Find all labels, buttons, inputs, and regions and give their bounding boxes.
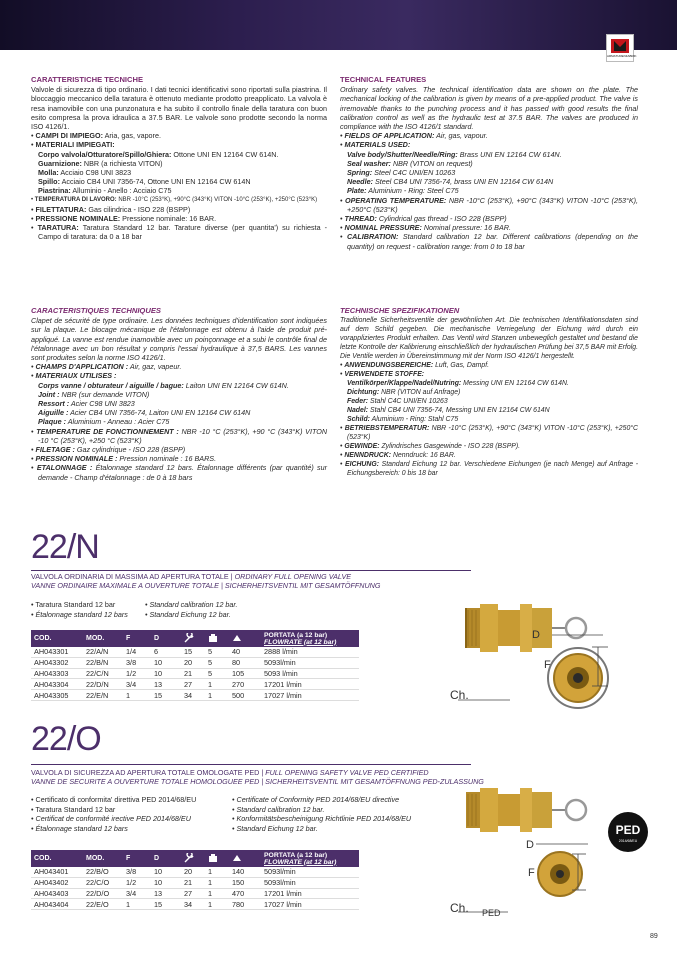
fil-it: • FILETTATURA: Gas cilindrica - ISO 228 (BSPP): [31, 205, 327, 214]
table-cell: 3/8: [123, 657, 151, 668]
brand-logo: ARMATURENFABRIK: [606, 34, 634, 62]
table-cell: 780: [229, 899, 261, 910]
valve-body: [466, 604, 552, 652]
table-cell: 27: [181, 679, 205, 690]
table-cell: 34: [181, 690, 205, 701]
valve-end-view: [548, 648, 608, 708]
table-cell: AH043301: [31, 647, 83, 657]
intro-de: Traditionelle Sicherheitsventile der gewöhnlichen Art. Die technischen Identifikationsdaten sind auf dem Schild gegeben. Die mechanische Verriegelung der Eichung wird durch ein vorappliziertes Produkt erhalten. Das Ventil wird Stanzen unbeweglich gestaltet und bestand die letzte Kontrolle der Kalibrierung einschließlich der hydraulischen Prüfung bei 37,5 BAR mit Erfolg. Die Ventile werden in Übereinstimmung mit der Norm ISO 4126/1 hergestellt.: [340, 317, 638, 360]
press-fr: • PRESSION NOMINALE : Pression nominale : 16 BARS.: [31, 454, 327, 463]
temp-en: • OPERATING TEMPERATURE: NBR -10°C (253°K), +90°C (343°K) VITON -10°C (253°K), +250°C (523°K): [340, 196, 638, 214]
german-specs: [340, 306, 638, 478]
cal-en: • CALIBRATION: Standard calibration 12 bar. Different calibrations (depending on the quantity) on request - calibration range: from 0 to 18 bar: [340, 232, 638, 250]
table-cell: 80: [229, 657, 261, 668]
table-cell: 34: [181, 899, 205, 910]
table-cell: 17027 l/min: [261, 690, 359, 701]
dim-label-ch: Ch.: [450, 688, 469, 702]
table-cell: 1: [205, 679, 229, 690]
table-cell: 270: [229, 679, 261, 690]
table-cell: 1: [205, 899, 229, 910]
pallet-icon: [229, 850, 261, 867]
page-number: 89: [650, 933, 658, 940]
table-cell: 17201 l/min: [261, 888, 359, 899]
table-cell: 15: [151, 690, 181, 701]
table-cell: 21: [181, 877, 205, 888]
press-en: • NOMINAL PRESSURE: Nominal pressure: 16 BAR.: [340, 223, 638, 232]
table-cell: 1: [205, 867, 229, 877]
intro-fr: Clapet de sécurité de type ordinaire. Les données techniques d'identification sont indiquées sur la plaque. Le blocage mécanique de l'étalonnage est obtenu à l'aide de produit pré-appliqué. La vanne est rendue inamovible avec un poinçonnage et a subi le contrôle final de l'étalonnage avec un bon résultat y compris l'essai hydraulique à 37,5 BARS. Les vannes sont produites selon la norme ISO 4126/1.: [31, 316, 327, 363]
heading-en: TECHNICAL FEATURES: [340, 75, 427, 84]
materials-list-fr: Corps vanne / obturateur / aiguille / bague: Laiton UNI EN 12164 CW 614N. Joint : NBR (sur demande VITON) Ressort : Acier C98 UNI 3823 Aiguille : Acier CB4 UNI 7356-74, Laiton UNI EN 12164 CW 614N Plaque : Aluminium - Anneau : Acier C75: [38, 380, 289, 427]
table-cell: AH043404: [31, 899, 83, 910]
table-cell: 3/4: [123, 888, 151, 899]
table-cell: 2888 l/min: [261, 647, 359, 657]
table-row: [31, 899, 359, 910]
dim-label-f: F: [544, 659, 551, 671]
table-cell: 13: [151, 888, 181, 899]
table-cell: 22/D/O: [83, 888, 123, 899]
materials-en: • MATERIALS USED:: [340, 140, 638, 149]
table-row: [31, 679, 359, 690]
table-cell: 6: [151, 647, 181, 657]
table-cell: 13: [151, 679, 181, 690]
table-cell: 1/2: [123, 668, 151, 679]
table-cell: 1: [205, 888, 229, 899]
table-cell: 10: [151, 877, 181, 888]
table-cell: 22/B/N: [83, 657, 123, 668]
table-row: [31, 888, 359, 899]
spec-table-22o: [31, 850, 359, 910]
table-cell: 5: [205, 657, 229, 668]
anw-de: • ANWENDUNGSBEREICHE: Luft, Gas, Dampf.: [340, 361, 638, 370]
table-cell: 1/4: [123, 647, 151, 657]
mat-de: • VERWENDETE STOFFE:: [340, 370, 638, 379]
wrench-icon: [181, 630, 205, 647]
press-it: • PRESSIONE NOMINALE: Pressione nominale: 16 BAR.: [31, 214, 327, 223]
nenn-de: • NENNDRUCK: Nenndruck: 16 BAR.: [340, 451, 638, 460]
table-cell: 22/E/O: [83, 899, 123, 910]
mat-fr: • MATERIAUX UTILISES :: [31, 371, 327, 380]
campi-it: • CAMPI DI IMPIEGO: Aria, gas, vapore.: [31, 131, 327, 140]
table-cell: 5: [205, 647, 229, 657]
temp-de: • BETRIEBSTEMPERATUR: NBR -10°C (253°K), +90°C (343°K) VITON -10°C (253°K), +250°C (523°K): [340, 424, 638, 442]
dim-label-f: F: [528, 867, 535, 879]
fil-fr: • FILETAGE : Gaz cylindrique - ISO 228 (BSPP): [31, 445, 327, 454]
table-cell: AH043304: [31, 679, 83, 690]
svg-text:2014/68/EU: 2014/68/EU: [618, 839, 638, 843]
table-row: [31, 668, 359, 679]
wrench-icon: [181, 850, 205, 867]
dim-label-ped: PED: [482, 908, 501, 918]
valve-illustration-22o: [448, 770, 658, 920]
section-divider: [31, 570, 471, 571]
table-cell: 1: [123, 690, 151, 701]
description-22n: VALVOLA ORDINARIA DI MASSIMA AD APERTURA TOTALE | ORDINARY FULL OPENING VALVE VANNE ORDINAIRE MAXIMALE A OUVERTURE TOTALE | SICHERHEITSVENTIL MIT GESAMTÖFFNUNG: [31, 572, 381, 591]
table-cell: 1/2: [123, 877, 151, 888]
table-cell: 40: [229, 647, 261, 657]
model-title-22o: 22/O: [31, 720, 101, 758]
header-band: [0, 0, 677, 50]
table-cell: AH043402: [31, 877, 83, 888]
description-22o: VALVOLA DI SICUREZZA AD APERTURA TOTALE OMOLOGATE PED | FULL OPENING SAFETY VALVE PED CERTIFIED VANNE DE SECURITE A OUVERTURE TOTALE HOMOLOGUEE PED | SICHERHEITSVENTIL MIT GESAMTÖFFNUNG PED-ZULASSUNG: [31, 768, 484, 787]
certificates-left-22o: • Certificato di conformita' direttiva PED 2014/68/EU • Taratura Standard 12 bar • Certificat de conformité irective PED 2014/68/EU • Étalonnage standard 12 bars: [31, 795, 231, 833]
table-cell: 105: [229, 668, 261, 679]
table-cell: 3/4: [123, 679, 151, 690]
ring-pull: [552, 800, 586, 820]
french-specs: [31, 306, 327, 482]
eich-de: • EICHUNG: Standard Eichung 12 bar. Verschiedene Eichungen (je nach Menge) auf Anfrage - Eichungsbereich: 0 bis 18 bar: [340, 460, 638, 478]
heading-fr: CARACTERISTIQUES TECHNIQUES: [31, 306, 161, 315]
table-cell: 140: [229, 867, 261, 877]
model-title-22n: 22/N: [31, 528, 99, 566]
section-divider: [31, 764, 471, 765]
table-cell: AH043401: [31, 867, 83, 877]
materials-list-it: Corpo valvola/Otturatore/Spillo/Ghiera: Ottone UNI EN 12164 CW 614N. Guarnizione: NBR (a richiesta VITON) Molla: Acciaio C98 UNI 3823 Spillo: Acciaio CB4 UNI 7356-74, Ottone UNI EN 12164 CW 614N Piastrina: Alluminio - Anello : Acciaio C75: [38, 149, 279, 196]
calibration-right-22n: • Standard calibration 12 bar. • Standard Eichung 12 bar.: [145, 600, 305, 619]
table-cell: 5093l/min: [261, 867, 359, 877]
table-cell: AH043302: [31, 657, 83, 668]
materiali-it: • MATERIALI IMPIEGATI:: [31, 140, 327, 149]
dim-label-ch: Ch.: [450, 901, 469, 915]
valve-end-view: [538, 852, 582, 896]
dim-label-d: D: [526, 839, 534, 851]
table-cell: 22/C/O: [83, 877, 123, 888]
eta-fr: • ETALONNAGE : Étalonnage standard 12 bars. Étalonnage différents (par quantité) sur demande - Champ d'étalonnage : de 0 à 18 bars: [31, 463, 327, 481]
materials-list-de: Ventilkörper/Klappe/Nadel/Nutring: Messing UNI EN 12164 CW 614N. Dichtung: NBR (VITON auf Anfrage) Feder: Stahl C4C UNI/EN 10263 Nadel: Stahl CB4 UNI 7356-74, Messing UNI EN 12164 CW 614N Schild: Aluminium - Ring: Stahl C75: [347, 380, 569, 423]
table-cell: 17027 l/min: [261, 899, 359, 910]
table-cell: AH043305: [31, 690, 83, 701]
svg-text:PED: PED: [615, 823, 641, 837]
table-cell: 1: [123, 899, 151, 910]
table-row: [31, 657, 359, 668]
temp-fr: • TEMPERATURE DE FONCTIONNEMENT : NBR -10 °C (253°K), +90 °C (343°K) VITON -10 °C (253°K), +250 °C (523°K): [31, 427, 327, 445]
table-cell: 5093 l/min: [261, 668, 359, 679]
italian-specs: [31, 75, 327, 242]
table-cell: 5093l/min: [261, 657, 359, 668]
champs-fr: • CHAMPS D'APPLICATION : Air, gaz, vapeur.: [31, 362, 327, 371]
table-cell: 5093l/min: [261, 877, 359, 888]
intro-en: Ordinary safety valves. The technical identification data are shown on the plate. The mechanical locking of the calibration is given by means of a pre-applied product. The valve is irremovable thanks to the punching process and it has passed with good results the final calibration control as well as the hydraulic test at 37.5 BAR. The valves are produced in compliance with the ISO 4126/1 standard.: [340, 85, 638, 132]
table-cell: AH043303: [31, 668, 83, 679]
table-cell: 5: [205, 668, 229, 679]
gew-de: • GEWINDE: Zylindrisches Gasgewinde - ISO 228 (BSPP).: [340, 442, 638, 451]
table-row: [31, 690, 359, 701]
table-header: COD. MOD. F D PORTATA (a 12 bar) FLOWRATE (at 12 bar): [31, 630, 359, 647]
table-row: [31, 867, 359, 877]
fields-en: • FIELDS OF APPLICATION: Air, gas, vapour.: [340, 131, 638, 140]
table-row: [31, 647, 359, 657]
table-cell: 27: [181, 888, 205, 899]
thread-en: • THREAD: Cylindrical gas thread - ISO 228 (BSPP): [340, 214, 638, 223]
table-cell: AH043403: [31, 888, 83, 899]
dim-label-d: D: [532, 629, 540, 641]
english-specs: [340, 75, 638, 251]
package-icon: [205, 630, 229, 647]
table-cell: 10: [151, 867, 181, 877]
table-cell: 150: [229, 877, 261, 888]
table-header: COD. MOD. F D PORTATA (a 12 bar) FLOWRATE (at 12 bar): [31, 850, 359, 867]
heading-it: CARATTERISTICHE TECNICHE: [31, 75, 144, 84]
table-cell: 22/D/N: [83, 679, 123, 690]
pallet-icon: [229, 630, 261, 647]
tar-it: • TARATURA: Taratura Standard 12 bar. Tarature diverse (per quantita') su richiesta - Campo di taratura: da 0 a 18 bar: [31, 223, 327, 241]
package-icon: [205, 850, 229, 867]
intro-it: Valvole di sicurezza di tipo ordinario. I dati tecnici identificativi sono riportati sulla piastrina. Il bloccaggio meccanico della taratura è ottenuto mediante prodotto preapplicato. La valvola è resa inamovibile con una punzonatura e ha subito il controllo finale della taratura con buon esito compresa la prova idraulica a 37.5 BAR. Le valvole sono prodotte secondo la norma ISO 4126/1.: [31, 85, 327, 132]
materials-list-en: Valve body/Shutter/Needle/Ring: Brass UNI EN 12164 CW 614N. Seal washer: NBR (VITON on request) Spring: Steel C4C UNI/EN 10263 Needle: Steel CB4 UNI 7356-74, brass UNI EN 12164 CW 614N Plate: Aluminium - Ring: Steel C75: [347, 149, 562, 196]
ped-badge: [608, 812, 648, 852]
certificates-right-22o: • Certificate of Conformity PED 2014/68/EU directive • Standard calibration 12 bar. • Konformitätsbescheinigung Richtlinie PED 2014/68/EU • Standard Eichung 12 bar.: [232, 795, 442, 833]
valve-illustration-22n: [448, 568, 658, 718]
table-cell: 21: [181, 668, 205, 679]
table-cell: 500: [229, 690, 261, 701]
table-cell: 20: [181, 657, 205, 668]
table-cell: 3/8: [123, 867, 151, 877]
table-cell: 22/B/O: [83, 867, 123, 877]
spec-table-22n: [31, 630, 359, 701]
table-row: [31, 877, 359, 888]
table-cell: 20: [181, 867, 205, 877]
table-cell: 10: [151, 668, 181, 679]
table-cell: 22/A/N: [83, 647, 123, 657]
table-cell: 1: [205, 877, 229, 888]
calibration-left-22n: • Taratura Standard 12 bar • Étalonnage standard 12 bars: [31, 600, 151, 619]
table-cell: 22/E/N: [83, 690, 123, 701]
table-cell: 10: [151, 657, 181, 668]
table-cell: 17201 l/min: [261, 679, 359, 690]
heading-de: TECHNISCHE SPEZIFIKATIONEN: [340, 306, 460, 315]
table-cell: 15: [151, 899, 181, 910]
table-cell: 22/C/N: [83, 668, 123, 679]
table-cell: 15: [181, 647, 205, 657]
valve-body: [466, 788, 552, 832]
table-cell: 1: [205, 690, 229, 701]
table-cell: 470: [229, 888, 261, 899]
temp-it: • TEMPERATURA DI LAVORO: NBR -10°C (253°K), +90°C (343°K) VITON -10°C (253°K), +250°C (523°K): [31, 196, 327, 205]
